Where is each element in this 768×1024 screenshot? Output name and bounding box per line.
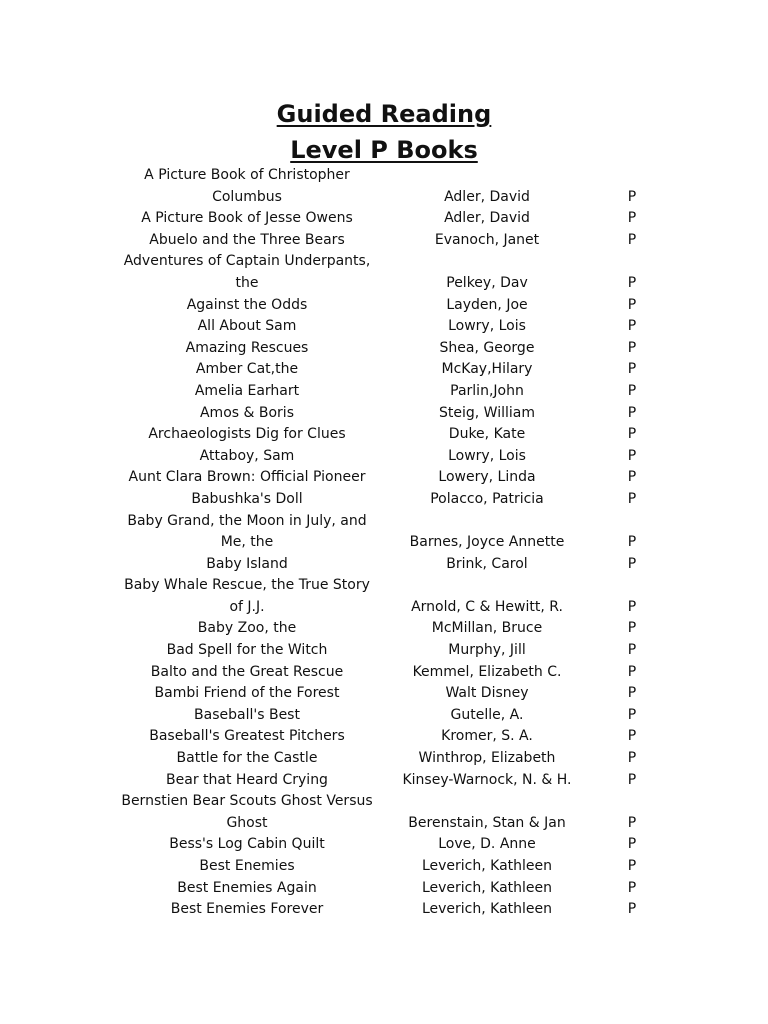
book-title-line: Best Enemies	[199, 858, 295, 874]
book-title	[118, 489, 376, 511]
book-row	[0, 424, 768, 446]
book-author: Barnes, Joyce Annette	[409, 534, 565, 551]
book-level: P	[627, 706, 637, 723]
book-title	[118, 878, 376, 900]
book-row	[0, 316, 768, 338]
book-author: Kromer, S. A.	[441, 728, 533, 745]
book-row	[0, 165, 768, 208]
book-title-line: Ghost	[226, 814, 268, 831]
book-title-line: Me, the	[220, 534, 274, 551]
book-title-line: A Picture Book of Jesse Owens	[141, 210, 353, 227]
book-title-line: Bad Spell for the Witch	[166, 642, 328, 659]
book-title-line: Best Enemies Again	[177, 879, 317, 896]
book-author: Layden, Joe	[446, 296, 528, 313]
book-level: P	[627, 858, 637, 874]
book-title-line: Columbus	[212, 188, 282, 205]
book-author: Evanoch, Janet	[434, 231, 540, 248]
book-level: P	[627, 750, 637, 767]
book-title-line: Adventures of Captain Underpants,	[123, 253, 371, 270]
book-title	[118, 618, 376, 640]
book-title-line: Best Enemies Forever	[170, 901, 324, 918]
book-level: P	[627, 620, 637, 637]
book-author: Murphy, Jill	[448, 642, 526, 659]
book-row	[0, 683, 768, 705]
book-title	[118, 770, 376, 792]
book-title-line: Baby Whale Rescue, the True Story	[124, 577, 370, 594]
book-title-line: Aunt Clara Brown: Official Pioneer	[128, 469, 366, 486]
book-title-line: Battle for the Castle	[176, 750, 318, 767]
book-level: P	[627, 382, 637, 399]
book-author: Shea, George	[439, 339, 535, 356]
book-title-line: All About Sam	[197, 318, 297, 335]
book-row	[0, 662, 768, 684]
book-author: Lowry, Lois	[448, 447, 526, 464]
book-title	[118, 640, 376, 662]
book-title	[118, 208, 376, 230]
book-level: P	[627, 642, 637, 659]
book-author: Leverich, Kathleen	[421, 879, 553, 896]
book-row	[0, 640, 768, 662]
book-title	[118, 295, 376, 317]
book-title-line: Abuelo and the Three Bears	[149, 231, 345, 248]
book-row	[0, 770, 768, 792]
book-row	[0, 338, 768, 360]
book-level: P	[627, 447, 637, 464]
book-title	[118, 446, 376, 468]
book-author: Winthrop, Elizabeth	[418, 750, 556, 767]
book-author: Parlin,John	[450, 382, 524, 399]
book-row	[0, 208, 768, 230]
book-title-line: of J.J.	[229, 598, 265, 615]
page-header	[0, 96, 768, 168]
book-level: P	[627, 188, 637, 205]
book-row	[0, 834, 768, 856]
book-author: Kemmel, Elizabeth C.	[412, 663, 562, 680]
book-title-line: Archaeologists Dig for Clues	[148, 426, 346, 443]
book-author: Love, D. Anne	[438, 836, 536, 853]
book-title-line: Bambi Friend of the Forest	[154, 685, 340, 702]
book-level: P	[627, 296, 637, 313]
book-title	[118, 683, 376, 705]
book-level: P	[627, 469, 637, 486]
book-title	[118, 726, 376, 748]
book-row	[0, 899, 768, 921]
book-level: P	[627, 901, 637, 918]
book-title	[118, 381, 376, 403]
book-title	[118, 511, 376, 554]
book-author: Adler, David	[444, 188, 530, 205]
book-row	[0, 726, 768, 748]
book-author: McMillan, Bruce	[431, 620, 543, 637]
book-title-line: Baby Island	[206, 555, 288, 572]
book-level: P	[627, 814, 637, 831]
book-title-line: Against the Odds	[186, 296, 308, 313]
book-row	[0, 489, 768, 511]
book-author: Arnold, C & Hewitt, R.	[411, 598, 563, 615]
book-title	[118, 230, 376, 252]
book-title-line: Balto and the Great Rescue	[150, 663, 344, 680]
book-title	[118, 251, 376, 294]
book-row	[0, 230, 768, 252]
book-level: P	[627, 598, 637, 615]
book-level: P	[627, 426, 637, 443]
book-level: P	[627, 210, 637, 227]
book-row	[0, 403, 768, 425]
book-title-line: Baseball's Greatest Pitchers	[149, 728, 345, 745]
book-title	[118, 791, 376, 834]
book-title-line: Bess's Log Cabin Quilt	[169, 836, 325, 853]
book-row	[0, 856, 768, 878]
book-row	[0, 381, 768, 403]
book-title-line: Amos & Boris	[199, 404, 294, 421]
book-title	[118, 554, 376, 576]
book-title	[118, 662, 376, 684]
book-level: P	[627, 663, 637, 680]
book-author: Duke, Kate	[448, 426, 526, 443]
book-title-line: Bernstien Bear Scouts Ghost Versus	[121, 793, 373, 810]
book-title-line: Bear that Heard Crying	[166, 771, 328, 788]
book-title	[118, 856, 376, 878]
book-title-line: Babushka's Doll	[191, 490, 303, 507]
page-title: Guided Reading	[276, 100, 492, 128]
book-title-line: Attaboy, Sam	[199, 447, 295, 464]
book-author: Lowry, Lois	[448, 318, 526, 335]
book-level: P	[627, 728, 637, 745]
book-author: Walt Disney	[445, 685, 529, 702]
book-level: P	[627, 771, 637, 788]
book-title	[118, 316, 376, 338]
book-row	[0, 791, 768, 834]
book-title-line: Baby Grand, the Moon in July, and	[127, 512, 367, 529]
book-row	[0, 359, 768, 381]
book-title-line: A Picture Book of Christopher	[144, 167, 350, 183]
book-row	[0, 467, 768, 489]
book-title	[118, 359, 376, 381]
book-level: P	[627, 231, 637, 248]
book-author: Pelkey, Dav	[446, 274, 528, 291]
book-title-line: Amazing Rescues	[185, 339, 309, 356]
book-author: Adler, David	[444, 210, 530, 227]
book-title	[118, 165, 376, 208]
book-level: P	[627, 361, 637, 378]
book-row	[0, 554, 768, 576]
book-author: Steig, William	[439, 404, 535, 421]
book-title	[118, 748, 376, 770]
book-level: P	[627, 318, 637, 335]
book-row	[0, 618, 768, 640]
book-title	[118, 403, 376, 425]
book-title	[118, 338, 376, 360]
book-title	[118, 705, 376, 727]
book-row	[0, 295, 768, 317]
book-title-line: Baby Zoo, the	[197, 620, 297, 637]
book-level: P	[627, 836, 637, 853]
book-level: P	[627, 534, 637, 551]
book-title	[118, 424, 376, 446]
book-level: P	[627, 879, 637, 896]
book-title-line: the	[235, 274, 259, 291]
book-row	[0, 748, 768, 770]
book-row	[0, 575, 768, 618]
book-level: P	[627, 274, 637, 291]
book-title	[118, 467, 376, 489]
book-level: P	[627, 490, 637, 507]
book-title	[118, 899, 376, 921]
book-list	[0, 165, 768, 921]
book-level: P	[627, 555, 637, 572]
book-author: Gutelle, A.	[450, 706, 524, 723]
book-row	[0, 251, 768, 294]
book-row	[0, 705, 768, 727]
book-author: Lowery, Linda	[438, 469, 536, 486]
book-level: P	[627, 404, 637, 421]
book-title-line: Amelia Earhart	[194, 382, 300, 399]
page-subtitle: Level P Books	[290, 136, 478, 164]
book-title	[118, 834, 376, 856]
book-row	[0, 878, 768, 900]
book-title-line: Amber Cat,the	[195, 361, 299, 378]
book-title-line: Baseball's Best	[194, 706, 300, 723]
book-author: Leverich, Kathleen	[421, 901, 553, 918]
book-row	[0, 446, 768, 468]
book-level: P	[627, 685, 637, 702]
book-author: Kinsey-Warnock, N. & H.	[402, 771, 572, 788]
book-level: P	[627, 339, 637, 356]
book-title	[118, 575, 376, 618]
book-row	[0, 511, 768, 554]
book-author: McKay,Hilary	[441, 361, 533, 378]
book-author: Polacco, Patricia	[430, 490, 544, 507]
book-author: Leverich, Kathleen	[421, 858, 553, 874]
book-author: Brink, Carol	[446, 555, 528, 572]
book-author: Berenstain, Stan & Jan	[408, 814, 566, 831]
